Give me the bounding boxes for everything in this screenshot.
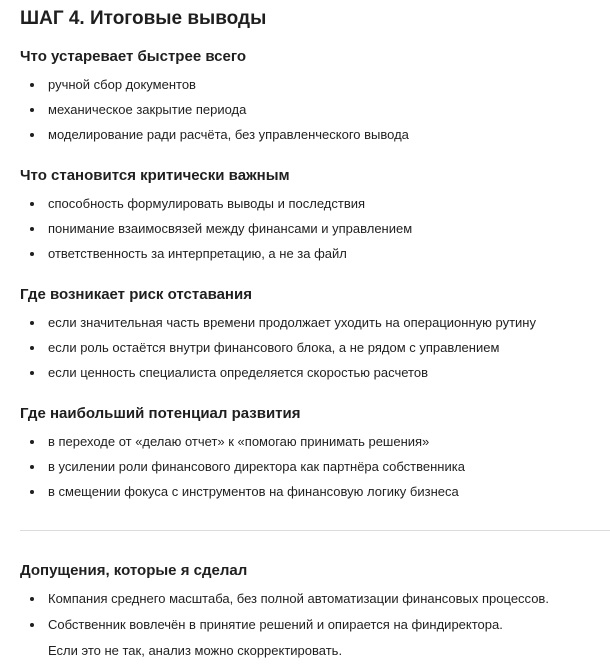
bullet-list (20, 72, 610, 147)
section-heading: Допущения, которые я сделал (20, 562, 248, 579)
section-heading: Где наибольший потенциал развития (20, 405, 301, 422)
page-title: ШАГ 4. Итоговые выводы (20, 8, 267, 29)
list-item-text: понимание взаимосвязей между финансами и управлением (48, 221, 413, 236)
bullet-icon (30, 202, 34, 206)
bullet-list (20, 191, 610, 266)
list-item (20, 454, 610, 479)
list-item (20, 191, 610, 216)
section-potential (20, 405, 610, 504)
bullet-list (20, 429, 610, 504)
list-item-text: в смещении фокуса с инструментов на финансовую логику бизнеса (48, 484, 459, 499)
list-item-text: способность формулировать выводы и последствия (48, 196, 366, 211)
bullet-list (20, 310, 610, 385)
bullet-icon (30, 623, 34, 627)
list-item (20, 429, 610, 454)
list-item (20, 360, 610, 385)
list-item (20, 72, 610, 97)
list-item (20, 612, 610, 664)
bullet-icon (30, 465, 34, 469)
list-item-text: в переходе от «делаю отчет» к «помогаю принимать решения» (48, 434, 430, 449)
bullet-icon (30, 371, 34, 375)
bullet-icon (30, 440, 34, 444)
list-item-text: ответственность за интерпретацию, а не за файл (48, 246, 347, 261)
list-item (20, 335, 610, 360)
bullet-icon (30, 490, 34, 494)
list-item-text: если значительная часть времени продолжает уходить на операционную рутину (48, 315, 536, 330)
list-item-text-continued: Если это не так, анализ можно скорректировать. (48, 643, 343, 658)
bullet-list (20, 586, 610, 664)
section-heading: Что устаревает быстрее всего (20, 48, 247, 65)
list-item (20, 97, 610, 122)
bullet-icon (30, 227, 34, 231)
bullet-icon (30, 133, 34, 137)
list-item (20, 216, 610, 241)
list-item-text: механическое закрытие периода (48, 102, 247, 117)
list-item-text: моделирование ради расчёта, без управленческого вывода (48, 127, 409, 142)
bullet-icon (30, 597, 34, 601)
list-item-text: Собственник вовлечён в принятие решений и опирается на финдиректора. (48, 617, 503, 632)
bullet-icon (30, 346, 34, 350)
section-outdated (20, 48, 610, 147)
list-item (20, 586, 610, 612)
list-item-text: в усилении роли финансового директора как партнёра собственника (48, 459, 465, 474)
list-item (20, 479, 610, 504)
list-item-text: если роль остаётся внутри финансового блока, а не рядом с управлением (48, 340, 500, 355)
divider (20, 530, 610, 531)
section-heading: Где возникает риск отставания (20, 286, 252, 303)
list-item-text: Компания среднего масштаба, без полной автоматизации финансовых процессов. (48, 591, 549, 606)
bullet-icon (30, 321, 34, 325)
list-item (20, 310, 610, 335)
section-heading: Что становится критически важным (20, 167, 290, 184)
list-item-text: ручной сбор документов (48, 77, 196, 92)
bullet-icon (30, 108, 34, 112)
list-item-text: если ценность специалиста определяется скоростью расчетов (48, 365, 429, 380)
list-item (20, 241, 610, 266)
section-risk (20, 286, 610, 385)
section-assumptions (20, 562, 610, 664)
bullet-icon (30, 252, 34, 256)
bullet-icon (30, 83, 34, 87)
list-item (20, 122, 610, 147)
section-critical (20, 167, 610, 266)
